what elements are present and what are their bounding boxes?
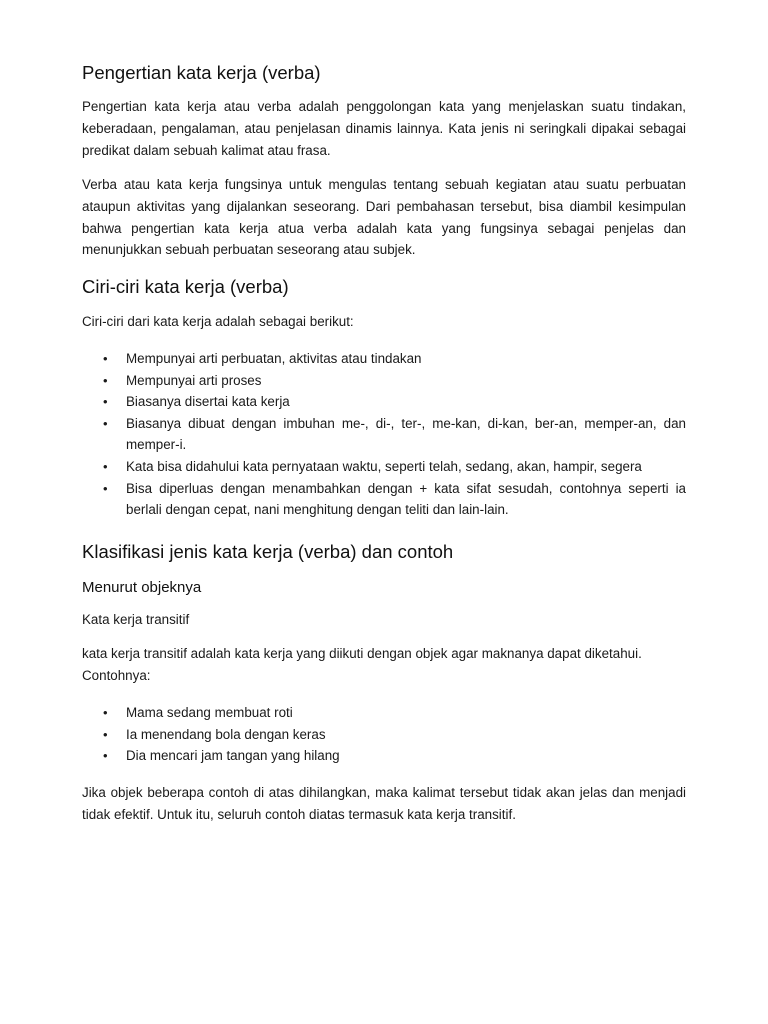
list-item: • Kata bisa didahului kata pernyataan waktu, seperti telah, sedang, akan, hampir, segera bbox=[82, 456, 686, 478]
paragraph-transitif-closing: Jika objek beberapa contoh di atas dihilangkan, maka kalimat tersebut tidak akan jelas dan menjadi tidak efektif. Untuk itu, seluruh contoh diatas termasuk kata kerja transitif. bbox=[82, 785, 686, 822]
bullet-icon: • bbox=[103, 415, 108, 431]
bullet-icon: • bbox=[103, 748, 108, 764]
bullet-icon: • bbox=[103, 372, 108, 388]
list-contoh-transitif bbox=[82, 702, 686, 767]
paragraph-pengertian-2: Verba atau kata kerja fungsinya untuk mengulas tentang sebuah kegiatan atau suatu perbuatan ataupun aktivitas yang dijalankan seseorang. Dari pembahasan tersebut, bisa diambil kesimpulan bahwa pengertian kata kerja atua verba adalah kata yang fungsinya sebagai penjelas dan menunjukkan sebuah perbuatan seseorang atau subjek. bbox=[82, 177, 686, 258]
list-item: • Biasanya dibuat dengan imbuhan me-, di-, ter-, me-kan, di-kan, ber-an, memper-an, dan memper-i. bbox=[82, 413, 686, 456]
label-kata-kerja-transitif: Kata kerja transitif bbox=[82, 612, 190, 627]
paragraph-transitif-intro: kata kerja transitif adalah kata kerja yang diikuti dengan objek agar maknanya dapat diketahui. Contohnya: bbox=[82, 646, 642, 683]
bullet-icon: • bbox=[103, 351, 108, 366]
list-ciri-ciri bbox=[82, 348, 686, 521]
paragraph-ciri-intro: Ciri-ciri dari kata kerja adalah sebagai berikut: bbox=[82, 314, 354, 329]
list-item: • Dia mencari jam tangan yang hilang bbox=[82, 745, 686, 767]
heading-ciri-ciri: Ciri-ciri kata kerja (verba) bbox=[82, 276, 289, 297]
heading-pengertian: Pengertian kata kerja (verba) bbox=[82, 62, 321, 83]
list-item: • Mempunyai arti perbuatan, aktivitas atau tindakan bbox=[82, 348, 686, 370]
list-item: • Biasanya disertai kata kerja bbox=[82, 391, 686, 413]
bullet-icon: • bbox=[103, 705, 108, 720]
paragraph-pengertian-1: Pengertian kata kerja atau verba adalah penggolongan kata yang menjelaskan suatu tindakan, keberadaan, pengalaman, atau penjelasan dinamis lainnya. Kata jenis ni seringkali dipakai sebagai predikat dalam sebuah kalimat atau frasa. bbox=[82, 99, 686, 158]
bullet-icon: • bbox=[103, 394, 108, 410]
bullet-icon: • bbox=[103, 726, 108, 742]
bullet-icon: • bbox=[103, 458, 108, 474]
list-item: • Mempunyai arti proses bbox=[82, 370, 686, 392]
subheading-menurut-objeknya: Menurut objeknya bbox=[82, 579, 202, 596]
heading-klasifikasi: Klasifikasi jenis kata kerja (verba) dan contoh bbox=[82, 541, 454, 562]
list-item: • Ia menendang bola dengan keras bbox=[82, 724, 686, 746]
list-item: • Mama sedang membuat roti bbox=[82, 702, 686, 724]
list-item: • Bisa diperluas dengan menambahkan dengan + kata sifat sesudah, contohnya seperti ia berlali dengan cepat, nani menghitung dengan teliti dan lain-lain. bbox=[82, 478, 686, 521]
bullet-icon: • bbox=[103, 480, 108, 496]
